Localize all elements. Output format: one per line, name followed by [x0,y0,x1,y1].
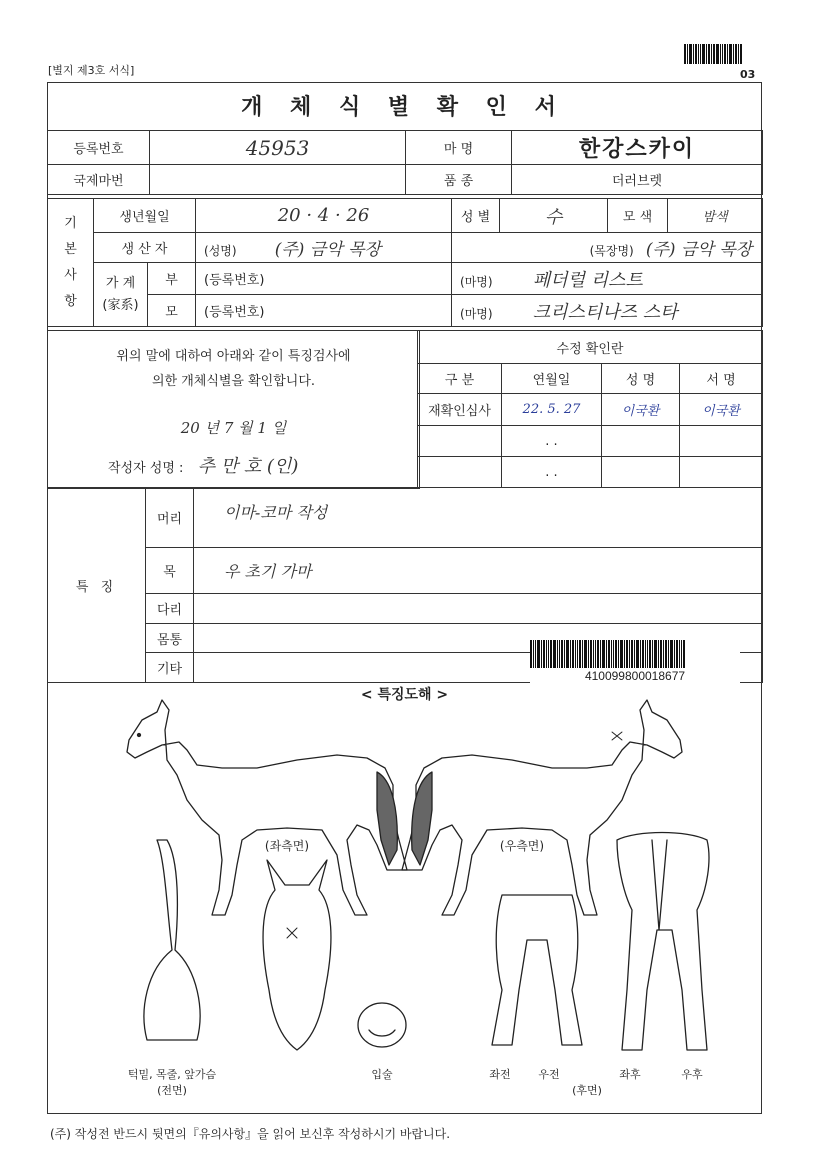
sample-barcode-bars [530,640,740,668]
basic-info-table [47,198,763,327]
right-side-label: (우측면) [499,839,545,853]
header-table [47,130,763,195]
horse-name-label: 마 명 [406,131,512,165]
breed-value: 더러브렛 [512,165,763,195]
breed-label: 품 종 [406,165,512,195]
correction-table [417,330,763,488]
farm-cell [452,233,763,263]
reg-no-label: 등록번호 [48,131,150,165]
front-legs-view [492,895,582,1045]
dam-name-value: 크리스티나즈 스타 [532,301,678,323]
neck-label: 목 [146,548,194,594]
correction-title: 수정 확인란 [418,331,763,364]
muzzle-view [358,1003,406,1047]
correction-row-type: 재확인심사 [418,394,502,426]
correction-row-sign [680,457,763,488]
form-number-label: [별지 제3호 서식] [48,64,135,77]
left-side-horse [127,700,407,915]
sire-label: 부 [148,263,196,295]
head-value: 이마-코마 작성 [194,488,763,548]
producer-name-cell [196,233,452,263]
sire-name-value: 페더럴 리스트 [532,269,643,291]
dam-reg-no-label: (등록번호) [196,295,452,327]
right-rear-label: 우후 [681,1068,703,1081]
dam-label: 모 [148,295,196,327]
diagram-title: < 특징도해 > [360,687,449,703]
dam-name-label: (마명) [460,306,493,321]
muzzle-label: 입술 [371,1068,393,1081]
correction-row-name: 이국환 [602,394,680,426]
correction-row-date: 22. 5. 27 [502,394,602,426]
reg-no-value: 45953 [150,131,406,165]
intl-no-label: 국제마번 [48,165,150,195]
col-type: 구 분 [418,364,502,394]
writer-row [108,452,419,478]
top-barcode [684,44,760,64]
producer-name-value: (주) 금악 목장 [274,240,381,260]
birth-value: 20 · 4 · 26 [196,199,452,233]
farm-label: (목장명) [589,244,634,258]
intl-no-value [150,165,406,195]
page-code: 03 [740,68,756,81]
col-name: 성 명 [602,364,680,394]
correction-row-sign [680,426,763,457]
front-head-view [263,860,331,1050]
barcode-number: 410099800018677 [584,669,686,683]
other-label: 기타 [146,653,194,683]
front-neck-view [144,840,200,1040]
writer-value: 추 만 호 (인) [197,456,299,477]
right-front-label: 우전 [538,1068,560,1081]
producer-label: 생 산 자 [94,233,196,263]
birth-label: 생년월일 [94,199,196,233]
head-label: 머리 [146,488,194,548]
sex-label: 성 별 [452,199,500,233]
body-label: 몸통 [146,624,194,653]
col-date: 연월일 [502,364,602,394]
horse-name-value: 한강스카이 [512,131,763,165]
correction-row-type [418,457,502,488]
col-sign: 서 명 [680,364,763,394]
correction-row-date: . . [502,457,602,488]
producer-name-label: (성명) [204,244,237,258]
features-section-label: 특 징 [48,488,146,683]
basic-section-label: 기 본 사 항 [48,199,94,327]
writer-label: 작성자 성명 : [108,461,184,476]
lineage-label: 가 계 (家系) [94,263,148,327]
horse-diagram [47,690,762,1110]
sire-name-cell [452,263,763,295]
correction-row-name [602,457,680,488]
right-side-horse [402,700,682,915]
color-label: 모 색 [608,199,668,233]
correction-row-sign: 이국환 [680,394,763,426]
neck-value: 우 초기 가마 [194,548,763,594]
footer-note: (주) 작성전 반드시 뒷면의『유의사항』을 읽어 보신후 작성하시기 바랍니다. [50,1127,451,1141]
leg-label: 다리 [146,594,194,624]
rear-view [617,833,709,1051]
sire-name-label: (마명) [460,274,493,289]
correction-row-type [418,426,502,457]
correction-row-name [602,426,680,457]
color-value: 밤색 [668,199,763,233]
confirm-text-2: 의한 개체식별을 확인합니다. [151,374,316,389]
left-side-label: (좌측면) [264,839,310,853]
sample-barcode [530,640,740,686]
confirm-box [47,330,420,489]
farm-value: (주) 금악 목장 [645,240,753,260]
dam-name-cell [452,295,763,327]
front-sub-label: (전면) [157,1084,187,1097]
correction-row-date: . . [502,426,602,457]
sire-reg-no-label: (등록번호) [196,263,452,295]
left-rear-label: 좌후 [619,1068,641,1081]
left-front-label: 좌전 [489,1068,511,1081]
document-title: 개 체 식 별 확 인 서 [241,95,566,120]
front-caption: 턱밑, 목줄, 앞가슴 [127,1068,217,1081]
rear-sub-label: (후면) [572,1084,602,1097]
confirm-text-1: 위의 말에 대하여 아래와 같이 특징검사에 [116,349,351,364]
sex-value: 수 [500,199,608,233]
leg-value [194,594,763,624]
confirm-date: 20 년 7 월 1 일 [180,419,287,437]
